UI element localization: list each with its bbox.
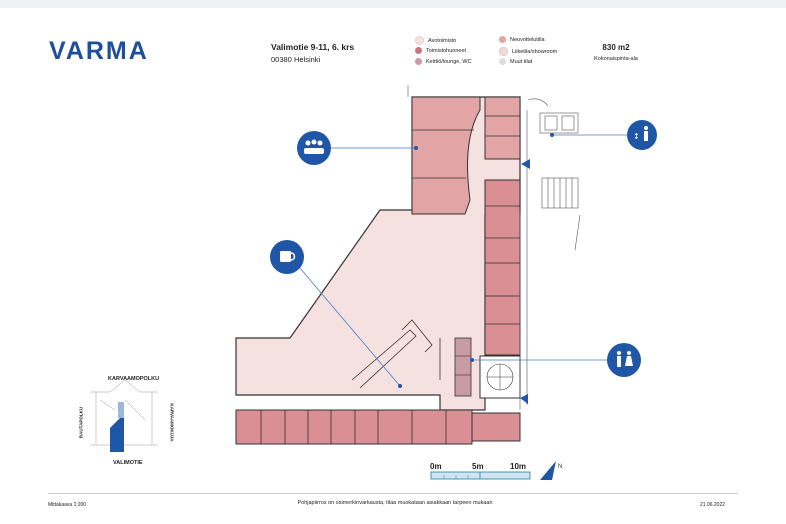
- legend-label: Avotoimisto: [428, 37, 457, 44]
- toilet-icon: [607, 343, 641, 377]
- svg-text:N: N: [558, 464, 563, 470]
- footer-scale: Mittakaava 1:200: [48, 502, 87, 508]
- scale-label-0: 0m: [430, 462, 442, 471]
- legend-label: Keittiö/lounge, WC: [426, 58, 472, 65]
- coffee-cup-icon: [270, 240, 304, 274]
- toilet-icon: [627, 120, 657, 150]
- footer-note: Pohjapiirros on osimerkinvarkausta, tilaa muokataan asiakkaan tarpeen mukaan: [297, 500, 493, 506]
- address-street: Valimotie 9-11, 6. krs: [271, 42, 355, 52]
- street-label-bottom: VALIMOTIE: [113, 460, 143, 466]
- legend-label: Muut tilat: [510, 58, 533, 65]
- bottom-office-rooms: [236, 410, 520, 444]
- entrance-arrow-icon: [521, 159, 530, 169]
- footer-date: 21.06.2022: [700, 502, 726, 508]
- entrance-arrow-icon: [520, 394, 528, 404]
- legend-label: Neuvotteluitila: [510, 36, 545, 43]
- scale-label-10: 10m: [510, 462, 527, 471]
- location-minimap: [90, 380, 158, 452]
- north-arrow-icon: [540, 461, 562, 480]
- varma-logo: VARMA: [49, 37, 149, 65]
- footer-divider: [48, 493, 738, 494]
- svg-text:↕: ↕: [633, 132, 640, 141]
- address-city: 00380 Helsinki: [271, 55, 321, 64]
- legend-label: Liiketila/showroom: [512, 48, 558, 55]
- street-label-top: KARVAAMOPOLKU: [108, 376, 160, 382]
- street-label-left: RAUTAPOLKU: [78, 406, 84, 439]
- total-area-label: Kokonaispinta-ala: [594, 56, 638, 62]
- total-area-value: 830 m2: [602, 43, 630, 52]
- scale-label-5: 5m: [472, 462, 484, 471]
- street-label-right: KARVAAMOKUJA: [169, 403, 175, 442]
- meeting-people-icon: [297, 131, 331, 165]
- right-office-rooms: [485, 180, 520, 355]
- legend-label: Toimistohuoneet: [426, 47, 467, 54]
- scale-bar: [431, 472, 530, 479]
